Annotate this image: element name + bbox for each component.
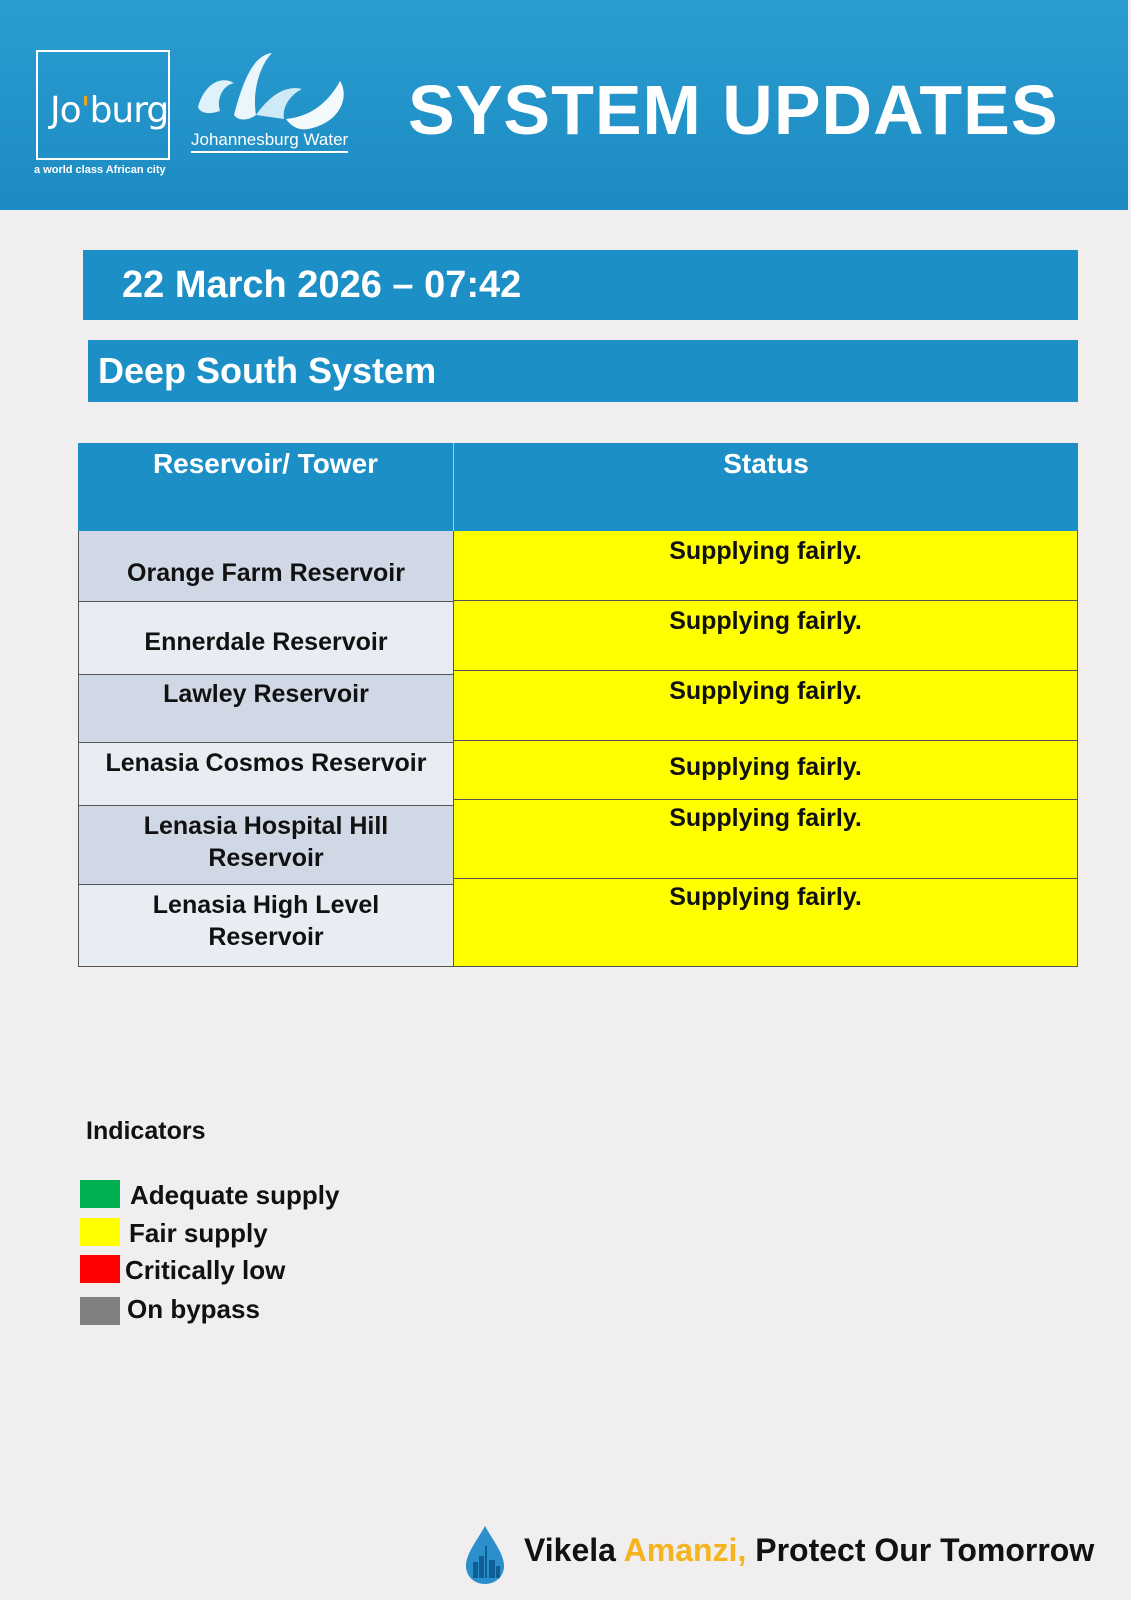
table-row-name: Lenasia Cosmos Reservoir (78, 743, 454, 806)
table-header (78, 443, 1078, 531)
red-swatch-icon (80, 1255, 120, 1283)
date-time-banner: 22 March 2026 – 07:42 (83, 250, 1078, 320)
footer-slogan (464, 1524, 1124, 1584)
grey-swatch-icon (80, 1297, 120, 1325)
joburg-logo-post: burg (89, 90, 169, 131)
table-row-status: Supplying fairly. (454, 879, 1078, 967)
column-header-status: Status (454, 443, 1078, 531)
green-swatch-icon (80, 1180, 120, 1208)
slogan-part-2: Amanzi, (623, 1532, 747, 1568)
legend-label: Fair supply (129, 1218, 268, 1248)
slogan-text (524, 1532, 1094, 1569)
johannesburg-water-logo-text: Johannesburg Water (191, 130, 348, 153)
table-row-status: Supplying fairly. (454, 601, 1078, 671)
table-row-name: Lenasia High Level Reservoir (78, 885, 454, 967)
slogan-part-3: Protect Our Tomorrow (746, 1532, 1095, 1568)
indicators-title: Indicators (86, 1117, 206, 1145)
header-banner (0, 0, 1128, 210)
slogan-part-1: Vikela (524, 1532, 624, 1568)
legend-label: On bypass (127, 1294, 260, 1324)
column-header-reservoir: Reservoir/ Tower (78, 443, 454, 531)
table-row-status: Supplying fairly. (454, 741, 1078, 800)
legend-label: Adequate supply (130, 1180, 340, 1210)
joburg-logo (50, 90, 168, 131)
table-row-status: Supplying fairly. (454, 671, 1078, 741)
table-row-status: Supplying fairly. (454, 531, 1078, 601)
table-row-name: Lenasia Hospital Hill Reservoir (78, 806, 454, 885)
page-title: SYSTEM UPDATES (408, 71, 1059, 149)
legend-label: Critically low (125, 1255, 286, 1285)
table-row-name: Lawley Reservoir (78, 675, 454, 743)
system-name-banner: Deep South System (88, 340, 1078, 402)
table-row-name: Orange Farm Reservoir (78, 531, 454, 602)
tagline: a world class African city (34, 164, 166, 176)
table-row-name: Ennerdale Reservoir (78, 602, 454, 675)
table-row-status: Supplying fairly. (454, 800, 1078, 879)
joburg-logo-pre: Jo (50, 90, 81, 131)
joburg-logo-dot: ' (80, 90, 90, 131)
yellow-swatch-icon (80, 1218, 120, 1246)
water-drop-icon (464, 1524, 506, 1586)
